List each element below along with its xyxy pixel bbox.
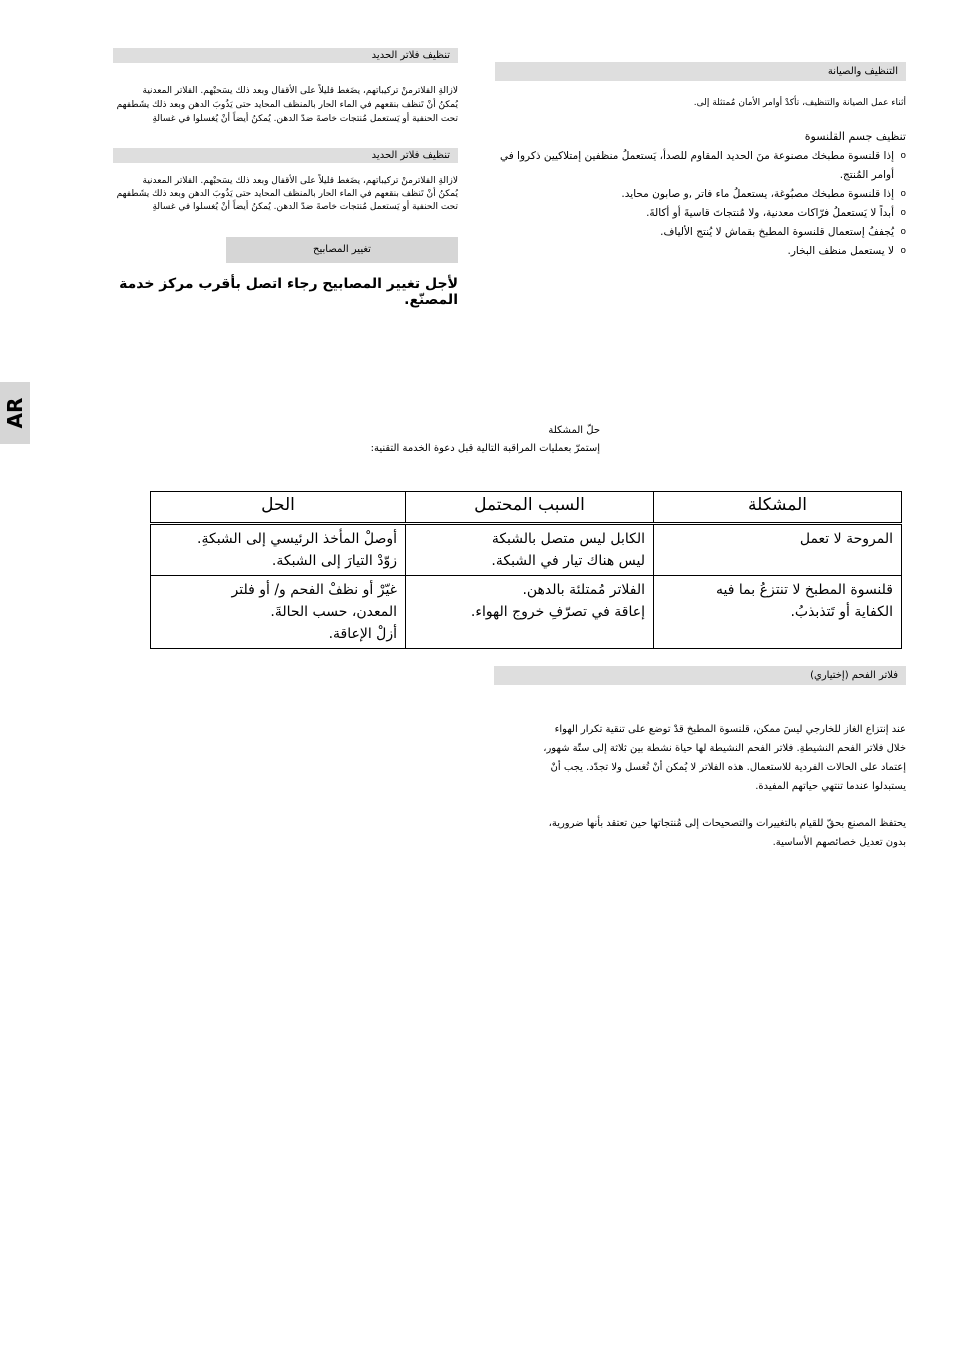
paragraph-line: بدون تعديل خصائصهم الأساسية.	[772, 837, 906, 848]
cell-line: الكفاية أو تَتذبذبُ.	[790, 604, 893, 620]
language-tab-label: AR	[3, 397, 27, 429]
section-title: تغيير المصابيح	[313, 244, 371, 255]
list-item: o يُجففُ إستعمال قلنسوة المطبخ بقماش لا يُنتج الألياف.	[495, 223, 906, 242]
section-header-iron-filters-2	[113, 148, 458, 163]
cell-problem	[654, 576, 902, 649]
paragraph-line: يُمكنُ أنْ تَنظف بنقعهم في الماء الحار بالمنظف المحايد حتى يَذُوبَ الدهن وبعد ذلك يشَطفهم	[116, 189, 458, 199]
section-title: فلاتر الفحم (إختياري)	[810, 670, 898, 681]
section-header-iron-filters	[113, 48, 458, 63]
cleaning-bullet-list	[495, 147, 906, 261]
cell-line: المعدن، حسب الحالةَ.	[270, 604, 397, 620]
cell-problem	[654, 524, 902, 576]
section-title: تنظيف فلاتر الحديد	[371, 50, 450, 61]
paragraph-line: عند إنتزاع الغاز للخارجي ليسَ ممكن، قلنسوة المطبخ قدْ توضع على تنقية تكرار الهواء	[554, 724, 906, 735]
troubleshooting-table	[150, 491, 902, 649]
cell-line: المروحة لا تعمل	[799, 531, 893, 547]
cell-line: الفلاتر مُمتلئة بالدهن.	[522, 582, 645, 598]
paragraph-line: إعتماد على الحالات الفردية للاستعمال. هذه الفلاتر لا يُمكن أنْ تُغسل ولا تجدّد. يجب أنْ	[550, 762, 906, 773]
cell-solution	[151, 576, 406, 649]
cell-line: ليس هناك تيار في الشبكة.	[491, 553, 645, 569]
section-header-lamps	[226, 237, 458, 263]
iron-filters-paragraph-2	[113, 175, 458, 214]
manufacturer-note	[494, 814, 906, 852]
cell-line: زوّدْ التيارَ إلى الشبكة.	[271, 553, 397, 569]
header-cause: السبب المحتمل	[406, 492, 654, 524]
paragraph-line: تحت الحنفية أو يَستعمل مُنتجات خاصةَ ضدّ الدهن. يُمكنُ أيضاً أنْ يُغسلوا في غسالةِ	[152, 202, 458, 212]
paragraph-line: يستبدلوا عندما تنتهي حياتهم المفيدة.	[755, 781, 906, 792]
header-problem: المشكلة	[654, 492, 902, 524]
language-tab	[0, 382, 30, 444]
cell-cause	[406, 524, 654, 576]
list-item: o لا يستعمل منظف البخار.	[495, 242, 906, 261]
section-title: التنظيف والصيانة	[827, 66, 898, 77]
list-item: o أبداً لا يَستعملُ فرّاكات معدنية، ولا مُنتجاتَ قاسيةَ أو أكالةَ.	[495, 204, 906, 223]
table-row	[151, 524, 902, 576]
hood-cleaning-title: تنظيف جسم القلنسوة	[804, 130, 906, 143]
paragraph-line: لازالةِ الفلاترمنْ تركيباتهم، يضَغط قليلاً على الأقفال وبعد ذلك يسَحبْهم. الفلاتر المعدنية	[142, 176, 458, 186]
cell-solution	[151, 524, 406, 576]
list-item: o إذا قلنسوة مطبخك مصنوعة منَ الحديد المقاوم للصدأ، يَستعملُ منظفين إمتلاكيين ذكروا في أوامر المُنتج.	[495, 147, 906, 185]
cell-line: إعاقة في تصرّفِ خروج الهواء.	[470, 604, 645, 620]
paragraph-line: خلال فلاتر الفحم النشيطةِ. فلاتر الفحم النشيطة لها حياة نشطة بين ثلاثة إلى ستّة شهور،	[543, 743, 906, 754]
cell-line: الكابل ليس متصل بالشبكة	[491, 531, 645, 547]
troubleshooting-intro: إستمرّ بعمليات المراقبة التالية قبل دعوة الخدمة التقنية:	[370, 443, 600, 454]
charcoal-paragraph	[494, 720, 906, 796]
cell-line: أزلْ الإعاقة.	[328, 626, 397, 642]
troubleshooting-title: حلّ المشكلة	[548, 425, 600, 436]
header-solution: الحل	[151, 492, 406, 524]
paragraph-line: لازالةِ الفلاترمنْ تركيباتهم، يضَغط قليلاً على الأقفال وبعد ذلك يسَحبْهم. الفلاتر المعدنية	[142, 86, 458, 96]
cleaning-intro: أثناء عمل الصيانة والتنظيف، تأكدْ أوامر الأمان مُمتثلة إلى.	[693, 98, 906, 108]
paragraph-line: يُمكنُ أنْ تَنظف بنقعهم في الماء الحار بالمنظف المحايد حتى يَذُوبَ الدهن وبعد ذلك يشَطفهم	[116, 100, 458, 110]
paragraph-line: يحتفظ المصنع بحقّ للقيام بالتغييرات والتصحيحات إلى مُنتجاتها حين تعتقد بأنها ضرورية،	[548, 818, 906, 829]
section-header-charcoal	[494, 666, 906, 685]
cell-cause	[406, 576, 654, 649]
paragraph-line: تحت الحنفية أو يَستعمل مُنتجات خاصةَ ضدّ الدهن. يُمكنُ أيضاً أنْ يُغسلوا في غسالةِ	[152, 114, 458, 124]
lamps-text: لأجل تغيير المصابيح رجاء اتصل بأقرب مركز خدمة المصنّع.	[119, 276, 458, 308]
section-title: تنظيف فلاتر الحديد	[371, 150, 450, 161]
iron-filters-paragraph	[113, 84, 458, 126]
list-item: o إذا قلنسوة مطبخك مصبُوغة، يستعملُ ماء فاتر ,و صابون محايد.	[495, 185, 906, 204]
table-row	[151, 576, 902, 649]
table-header-row	[151, 492, 902, 524]
section-header-cleaning	[495, 62, 906, 81]
cell-line: قلنسوة المطبخ لا تنتزعُ بما فيه	[716, 582, 893, 598]
cell-line: غيّرْ أو نظفْ الفحم و/ أو فلتر	[231, 582, 397, 598]
cell-line: أوصلْ المأخذ الرئيسي إلى الشبكةِ.	[197, 531, 397, 547]
